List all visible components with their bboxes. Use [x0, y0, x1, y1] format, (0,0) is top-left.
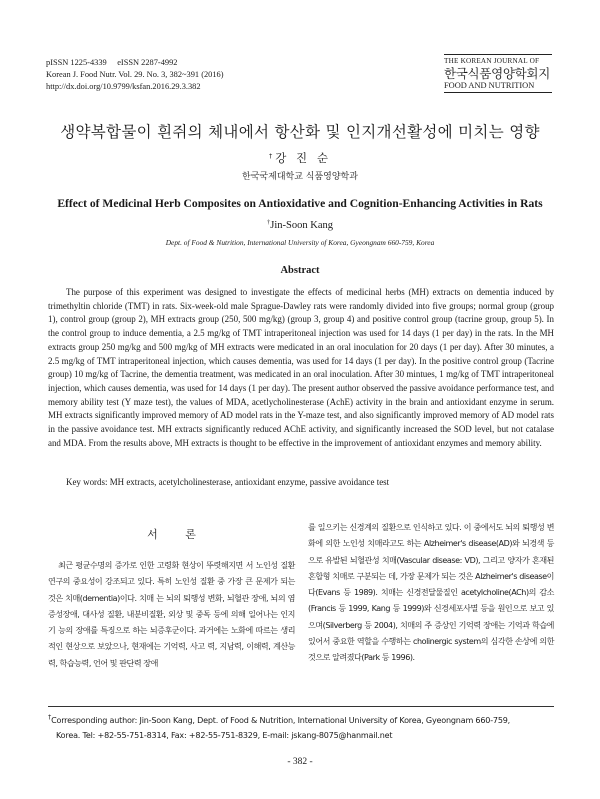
corresponding-mark: † [269, 152, 276, 160]
citation-block [46, 57, 224, 93]
abstract-line: The purpose of this experiment was designed to investigate the effects of medicinal herbs (MH) extracts on dementia [66, 287, 510, 297]
abstract-line: positive control group (tacrine group, group 5). In the control group to induce dementia, a 2.5 mg/kg of TMT intraperitoneal [48, 314, 555, 339]
abstract-line: injection, which causes dementia, was used for 14 days (1 per day). In the positive control group (Tacrine group) 10 mg/kg [48, 355, 555, 380]
body-line: 질환 중 가장 큰 문제가 되는 것은 치매(dementia)이다. 치매 [48, 577, 296, 603]
body-line: 1989). 치매는 신경전달물질인 acetylcholine(ACh)의 감소(Francis [308, 588, 555, 614]
body-column-right [308, 520, 554, 667]
footnote-text: Corresponding author: Jin-Soon Kang, Dept. of Food & Nutrition, International University of Korea, Gyeongnam 660-759, [51, 716, 511, 725]
footnote-line-1 [48, 710, 554, 728]
issn-line: pISSN 1225-4339 eISSN 2287-4992 [46, 58, 178, 67]
body-line: 기억과 학습에 있어서 중요한 역할을 수행하는 cholinergic [308, 620, 554, 647]
abstract-line: brain and antioxidant enzyme in serum. MH extracts significantly improved memory of AD model rats in the Y-maze test, [48, 396, 555, 421]
footnote-line-2: Korea. Tel: +82-55-751-8314, Fax: +82-55-751-8329, E-mail: jskang-8075@hanmail.net [56, 731, 393, 740]
intro-paragraph-continued [308, 520, 554, 667]
abstract-paragraph [48, 286, 554, 450]
abstract-line: of Tacrine, the dementia treatment, was medicated in an oral inoculation. After 30 mintues, 1 mg/kg of TMT intraperitoneal [110, 369, 555, 380]
footnote-mark: † [48, 713, 52, 721]
abstract-line: and also significantly improved memory of AD model rats in the passive avoidance test. MH extracts significantly reduced [48, 410, 554, 435]
abstract-line: injection was used for 14 days (1 per day) in the rats. In the MH extracts group 250 mg/kg and 500 mg/kg of MH extracts [48, 328, 555, 352]
body-line: system의 심각한 손상에 의한 것으로 알려졌다(Park 등 1996). [308, 637, 555, 663]
body-line: 력, 지남력, 이해력, 계산능력, 학습능력, 언어 및 판단력 장애 [48, 642, 295, 668]
body-line: 따르는 생리적인 현상으로 보았으나, 현재에는 기억력, 사고 [48, 626, 296, 652]
abstract-line: is thought to be effective in the improvement of antioxidant enzymes and memory ability. [221, 437, 542, 448]
citation-line: Korean J. Food Nutr. Vol. 29. No. 3, 382~391 (2016) [46, 70, 224, 79]
body-column-left [48, 520, 295, 672]
abstract-line: were medicated in an oral inoculation for 20 days (1 per day). After 30 minutes, a 2.5 mg/kg of TMT intraperitoneal [48, 341, 554, 366]
corresponding-mark-en: † [267, 219, 271, 226]
abstract-line: AChE activity, and significantly increased the SOD level, but not catalase and MDA. From the results above, MH extracts [48, 424, 554, 448]
keywords-line: Key words: MH extracts, acetylcholinesterase, antioxidant enzyme, passive avoidance test [66, 477, 390, 487]
doi-link[interactable]: http://dx.doi.org/10.9799/ksfan.2016.29.3.382 [46, 82, 201, 91]
journal-name-en-bottom: FOOD AND NUTRITION [444, 81, 535, 90]
abstract-line: groups; normal group (group 1), control group (group 2), MH extracts group (250, 500 mg/kg) (group 3, group 4) and [48, 300, 555, 325]
journal-logo-block [444, 54, 552, 93]
affiliation-english: Dept. of Food & Nutrition, International University of Korea, Gyeongnam 660-759, Korea [165, 238, 435, 247]
title-english: Effect of Medicinal Herb Composites on Antioxidative and Cognition-Enhancing Activities in Rats [57, 197, 543, 210]
body-line: disease: VD), 그리고 양자가 혼재된 혼합형 치매로 구분되는 [308, 555, 554, 581]
journal-name-en-top: THE KOREAN JOURNAL OF [444, 57, 540, 65]
intro-paragraph [48, 558, 295, 672]
abstract-line: performance test, and memory ability test (Y maze test), the values of MDA, acetlycholinesterase (AchE) activity in the [48, 382, 554, 407]
body-line: 서 노인성 질환 연구의 중요성이 강조되고 있다. 특히 노인성 [48, 561, 296, 587]
page-number: - 382 - [287, 757, 313, 767]
author-korean-name: 강 진 순 [275, 151, 331, 165]
title-korean: 생약복합물이 흰쥐의 체내에서 항산화 및 인지개선활성에 미치는 영향 [60, 123, 540, 141]
journal-name-ko: 한국식품영양학회지 [444, 66, 550, 81]
abstract-line: injection, which causes dementia, was used for 14 days (1 per day). The present author observed the passive avoidance [48, 382, 475, 393]
corresponding-author-footnote [48, 710, 554, 743]
abstract-heading: Abstract [280, 265, 320, 276]
body-line: 최근 평균수명의 증가로 인한 고령화 현상이 뚜렷해지면 [58, 561, 243, 570]
body-line: 뇌의 퇴행성 변화에 의한 노인성 치매라고도 하는 Alzheimer's [308, 523, 555, 549]
body-line: 를 일으키는 신경계의 질환으로 인식하고 있다. 이 중에서도 [308, 523, 503, 532]
footnote-rule [48, 706, 554, 707]
introduction-heading: 서 론 [147, 528, 208, 541]
affiliation-korean: 한국국제대학교 식품영양학과 [242, 172, 358, 182]
body-line: 있으며(Silverberg 등 2004), 치매의 주 증상인 기억력 장애는 [308, 604, 554, 630]
body-line: 능의 장애를 특징으로 하는 뇌증후군이다. 과거에는 노화에 [58, 626, 253, 636]
journal-bottom-rule [444, 92, 552, 93]
abstract-line: induced by trimethyltin chloride (TMT) in rats. Six-week-old male Sprague-Dawley rats were randomly divided into five [48, 287, 555, 311]
body-line: 등 1999, Kang 등 1999)와 신경세포사멸 등을 원인으로 보고 [338, 604, 545, 614]
body-line: disease(AD)와 뇌경색 등으로 유발된 뇌혈관성 치매(Vascular [308, 539, 554, 565]
body-line: 데, 가장 문제가 되는 것은 Alzheimer's disease이다(Evans 등 [308, 571, 554, 598]
abstract-body [48, 286, 554, 450]
body-line: 는 뇌의 퇴행성 변화, 뇌혈관 장애, 뇌의 염증성장애, 대사성 [48, 593, 295, 619]
author-english [0, 219, 600, 231]
author-korean [0, 150, 600, 166]
body-line: 질환, 내분비질환, 외상 및 중독 등에 의해 일어나는 인지기 [48, 609, 296, 636]
author-english-name: Jin-Soon Kang [270, 220, 333, 231]
